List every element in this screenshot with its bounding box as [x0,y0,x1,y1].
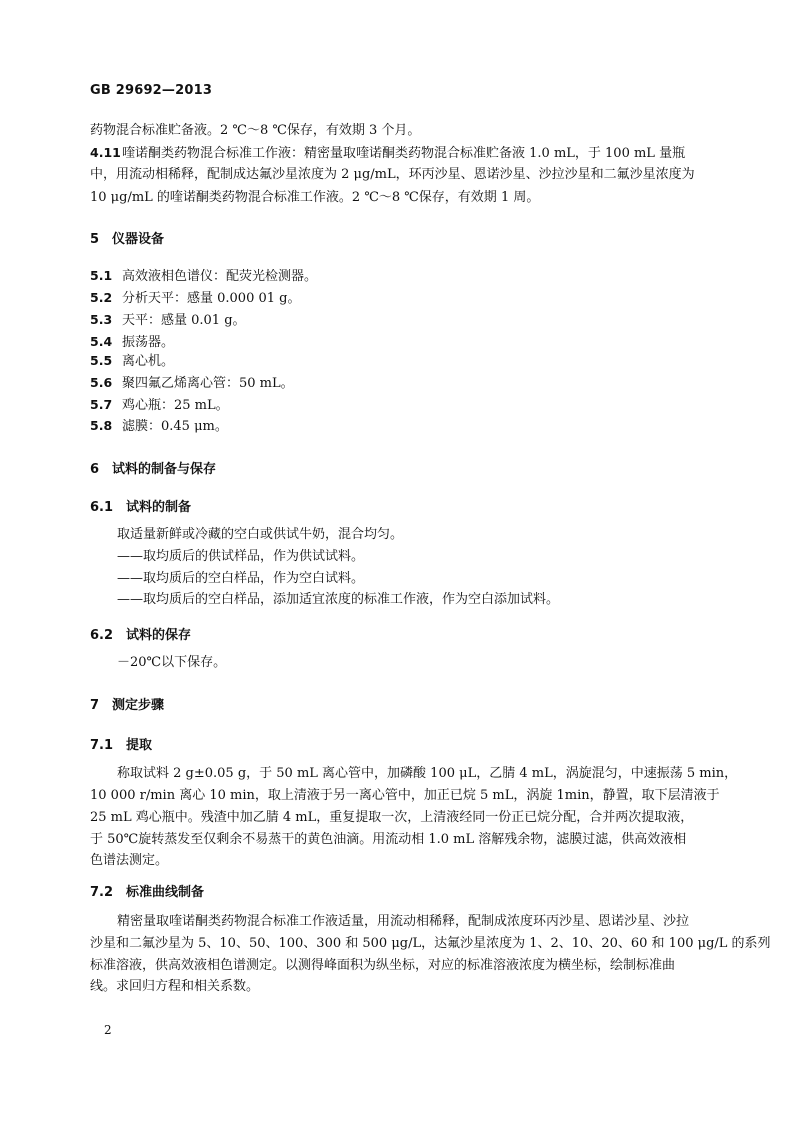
item-4-11-line2: 中，用流动相稀释，配制成达氟沙星浓度为 2 μg/mL，环丙沙星、恩诺沙星、沙拉沙星和二氟沙星浓度为 [90,167,695,182]
section4-continuation: 药物混合标准贮备液。2 ℃～8 ℃保存，有效期 3 个月。 [90,123,421,138]
item-4-11-line3: 10 μg/mL 的喹诺酮类药物混合标准工作液。2 ℃～8 ℃保存，有效期 1 周。 [90,190,540,205]
item-5-2-text: 分析天平：感量 0.000 01 g。 [122,291,301,306]
subsection-6-1-number: 6.1 [90,500,114,515]
subsection-7-1-heading [90,734,152,753]
extract-line-3: 25 mL 鸡心瓶中。残渣中加乙腈 4 mL，重复提取一次，上清液经同一份正已烷分配，合并两次提取液， [90,810,694,825]
section7-title: 测定步骤 [112,698,165,713]
section7-heading [90,694,164,713]
item-5-5-number: 5.5 [90,353,113,368]
calibration-line-2: 沙星和二氟沙星为 5、10、50、100、300 和 500 μg/L，达氟沙星浓度为 1、2、10、20、60 和 100 μg/L 的系列 [90,936,771,951]
item-5-8-number: 5.8 [90,418,113,433]
subsection-7-2-number: 7.2 [90,885,114,900]
subsection-7-1-number: 7.1 [90,738,114,753]
item-5-6-number: 5.6 [90,375,113,390]
extract-line-4: 于 50℃旋转蒸发至仅剩余不易蒸干的黄色油滴。用流动相 1.0 mL 溶解残余物，滤膜过滤，供高效液相 [90,832,687,847]
subsection-6-2-heading [90,624,191,643]
subsection-6-2-title: 试料的保存 [126,628,192,643]
calibration-line-3: 标准溶液，供高效液相色谱测定。以测得峰面积为纵坐标，对应的标准溶液浓度为横坐标，绘制标准曲 [90,958,676,973]
section5-title: 仪器设备 [112,232,165,247]
prep-line-2: ——取均质后的供试样品，作为供试试料。 [117,549,365,564]
subsection-7-2-title: 标准曲线制备 [126,885,205,900]
item-5-4 [90,333,174,352]
item-5-7-number: 5.7 [90,397,113,412]
item-5-1-text: 高效液相色谱仪：配荧光检测器。 [122,269,318,284]
section6-number: 6 [90,462,100,477]
item-5-1 [90,267,317,286]
calibration-line-1: 精密量取喹诺酮类药物混合标准工作液适量，用流动相稀释，配制成浓度环丙沙星、恩诺沙星、沙拉 [117,914,690,929]
item-4-11-text: 喹诺酮类药物混合标准工作液：精密量取喹诺酮类药物混合标准贮备液 1.0 mL，于 100 mL 量瓶 [122,146,686,161]
item-5-3 [90,311,246,330]
item-5-6-text: 聚四氟乙烯离心管：50 mL。 [122,376,294,391]
page-number: 2 [104,1023,112,1037]
prep-line-1: 取适量新鲜或冷藏的空白或供试牛奶，混合均匀。 [117,527,404,542]
item-5-8-text: 滤膜：0.45 μm。 [122,419,228,434]
calibration-line-4: 线。求回归方程和相关系数。 [90,979,260,994]
item-5-3-number: 5.3 [90,312,113,327]
item-5-3-text: 天平：感量 0.01 g。 [122,313,246,328]
extract-line-2: 10 000 r/min 离心 10 min，取上清液于另一离心管中，加正已烷 5 mL，涡旋 1min，静置，取下层清液于 [90,788,720,803]
item-5-7-text: 鸡心瓶：25 mL。 [122,398,229,413]
item-4-11-line1 [90,144,685,163]
storage-text: －20℃以下保存。 [117,655,227,670]
section5-number: 5 [90,232,100,247]
item-5-2 [90,289,300,308]
prep-line-3: ——取均质后的空白样品，作为空白试料。 [117,571,365,586]
subsection-7-2-heading [90,881,204,900]
section6-heading [90,458,216,477]
item-5-2-number: 5.2 [90,290,113,305]
item-5-6 [90,374,294,393]
item-5-4-number: 5.4 [90,334,113,349]
subsection-6-2-number: 6.2 [90,628,114,643]
item-4-11-number: 4.11 [90,145,121,160]
section6-title: 试料的制备与保存 [112,462,217,477]
subsection-6-1-heading [90,496,191,515]
item-5-5-text: 离心机。 [122,354,175,369]
subsection-7-1-title: 提取 [126,738,153,753]
document-code: GB 29692—2013 [90,83,213,98]
subsection-6-1-title: 试料的制备 [126,500,192,515]
item-5-8 [90,417,228,436]
section5-heading [90,228,164,247]
section7-number: 7 [90,698,100,713]
item-5-5 [90,352,174,371]
prep-line-4: ——取均质后的空白样品，添加适宜浓度的标准工作液，作为空白添加试料。 [117,592,560,607]
item-5-1-number: 5.1 [90,268,113,283]
item-5-7 [90,396,229,415]
extract-line-5: 色谱法测定。 [90,853,169,868]
item-5-4-text: 振荡器。 [122,335,175,350]
extract-line-1: 称取试料 2 g±0.05 g，于 50 mL 离心管中，加磷酸 100 μL，乙腈 4 mL，涡旋混匀，中速振荡 5 min， [117,766,738,781]
